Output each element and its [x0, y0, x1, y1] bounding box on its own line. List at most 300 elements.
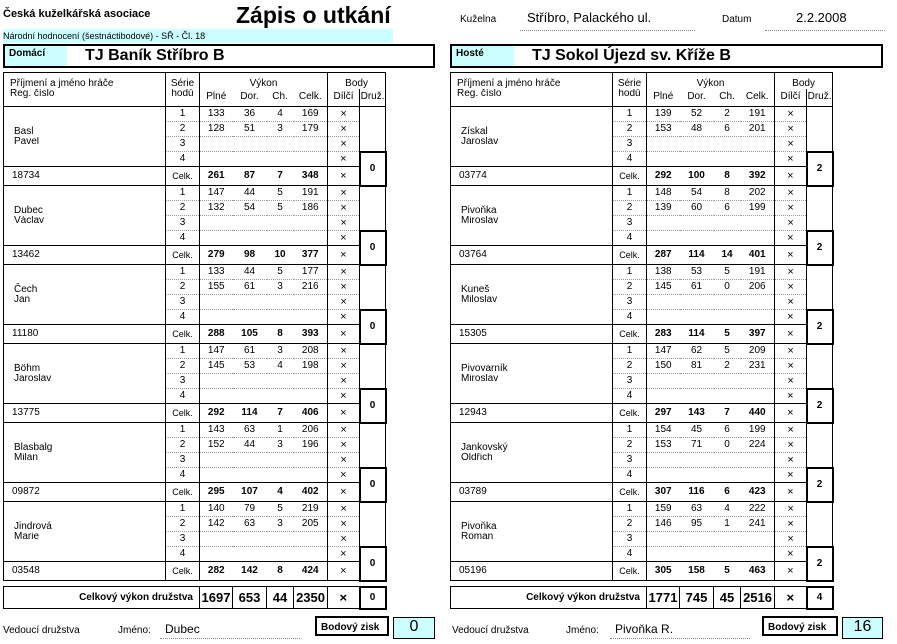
series-value[interactable]: 231 [741, 359, 775, 374]
series-value[interactable]: 206 [741, 280, 775, 295]
series-value[interactable]: 199 [741, 423, 775, 438]
player-total-value: 114 [680, 325, 714, 344]
dilci-mark: × [328, 152, 360, 167]
dilci-mark: × [775, 547, 807, 562]
player-points: 2 [807, 468, 833, 502]
series-value[interactable]: 133 [200, 265, 233, 280]
series-empty-cell[interactable] [647, 137, 680, 152]
series-number: 1 [613, 502, 647, 517]
series-empty-cell[interactable] [741, 152, 775, 167]
series-empty-cell[interactable] [680, 468, 714, 483]
series-value[interactable]: 4 [267, 107, 294, 122]
series-empty-cell[interactable] [200, 231, 233, 246]
player-reg-number[interactable]: 09872 [4, 483, 166, 502]
series-empty-cell[interactable] [647, 231, 680, 246]
series-empty-cell[interactable] [267, 216, 294, 231]
dilci-mark: × [775, 483, 807, 502]
series-value[interactable]: 0 [714, 438, 741, 453]
series-empty-cell[interactable] [741, 547, 775, 562]
series-empty-cell[interactable] [714, 547, 741, 562]
series-empty-cell[interactable] [647, 389, 680, 404]
series-value[interactable]: 146 [647, 517, 680, 532]
druz-blank [360, 502, 386, 547]
series-empty-cell[interactable] [267, 453, 294, 468]
series-value[interactable]: 5 [267, 502, 294, 517]
series-empty-cell[interactable] [200, 547, 233, 562]
player-total-value: 261 [200, 167, 233, 186]
series-value[interactable]: 201 [741, 122, 775, 137]
org-name: Česká kuželkářská asociace [3, 8, 151, 20]
series-value[interactable]: 191 [741, 265, 775, 280]
series-value[interactable]: 219 [294, 502, 328, 517]
series-empty-cell[interactable] [200, 310, 233, 325]
series-value[interactable]: 150 [647, 359, 680, 374]
series-value[interactable]: 128 [200, 122, 233, 137]
series-value[interactable]: 143 [200, 423, 233, 438]
venue-label: Kuželna [460, 14, 497, 25]
series-empty-cell[interactable] [233, 310, 267, 325]
series-number: 3 [613, 216, 647, 231]
dilci-mark: × [328, 374, 360, 389]
dilci-mark: × [328, 265, 360, 280]
series-empty-cell[interactable] [267, 374, 294, 389]
series-empty-cell[interactable] [294, 532, 328, 547]
series-value[interactable]: 1 [267, 423, 294, 438]
player-first-name[interactable]: Oldřich [451, 453, 613, 483]
player-surname[interactable]: Basl [4, 107, 166, 137]
series-empty-cell[interactable] [741, 453, 775, 468]
series-empty-cell[interactable] [200, 468, 233, 483]
series-empty-cell[interactable] [294, 231, 328, 246]
player-reg-number[interactable]: 03764 [451, 246, 613, 265]
dilci-mark: × [328, 107, 360, 122]
series-empty-cell[interactable] [741, 137, 775, 152]
series-empty-cell[interactable] [714, 137, 741, 152]
col-druz-header: Druž. [807, 89, 833, 107]
series-value[interactable]: 53 [680, 265, 714, 280]
series-value[interactable]: 209 [741, 344, 775, 359]
druz-blank [360, 186, 386, 231]
series-value[interactable]: 145 [647, 280, 680, 295]
series-empty-cell[interactable] [647, 532, 680, 547]
series-empty-cell[interactable] [294, 152, 328, 167]
series-empty-cell[interactable] [714, 295, 741, 310]
player-total-value: 287 [647, 246, 680, 265]
series-empty-cell[interactable] [233, 453, 267, 468]
series-empty-cell[interactable] [267, 389, 294, 404]
series-empty-cell[interactable] [200, 453, 233, 468]
series-empty-cell[interactable] [200, 389, 233, 404]
series-value[interactable]: 61 [233, 280, 267, 295]
player-total-row [451, 562, 833, 581]
player-reg-number[interactable]: 12943 [451, 404, 613, 423]
dilci-mark: × [328, 310, 360, 325]
series-value[interactable]: 63 [233, 517, 267, 532]
series-value[interactable]: 44 [233, 186, 267, 201]
series-empty-cell[interactable] [680, 231, 714, 246]
series-value[interactable]: 36 [233, 107, 267, 122]
series-value[interactable]: 81 [680, 359, 714, 374]
series-empty-cell[interactable] [680, 310, 714, 325]
series-value[interactable]: 61 [233, 344, 267, 359]
col-druz-header: Druž. [360, 89, 386, 107]
player-reg-number[interactable]: 13775 [4, 404, 166, 423]
series-empty-cell[interactable] [741, 231, 775, 246]
player-total-value: 14 [714, 246, 741, 265]
series-empty-cell[interactable] [233, 468, 267, 483]
series-value[interactable]: 95 [680, 517, 714, 532]
series-value[interactable]: 44 [233, 265, 267, 280]
series-value[interactable]: 241 [741, 517, 775, 532]
player-first-name[interactable]: Roman [451, 532, 613, 562]
series-value[interactable]: 139 [647, 107, 680, 122]
player-surname[interactable]: Böhm [4, 344, 166, 374]
guest-leader-name[interactable]: Pivoňka R. [615, 622, 674, 636]
dilci-mark: × [775, 186, 807, 201]
series-empty-cell[interactable] [267, 532, 294, 547]
series-empty-cell[interactable] [294, 389, 328, 404]
series-value[interactable]: 44 [233, 438, 267, 453]
series-value[interactable]: 45 [680, 423, 714, 438]
dilci-mark: × [328, 246, 360, 265]
series-empty-cell[interactable] [267, 310, 294, 325]
player-surname[interactable]: Jindrová [4, 502, 166, 532]
player-first-name[interactable]: Miloslav [451, 295, 613, 325]
player-surname[interactable]: Pivovarník [451, 344, 613, 374]
player-total-value: 116 [680, 483, 714, 502]
series-value[interactable]: 191 [294, 186, 328, 201]
series-value[interactable]: 206 [294, 423, 328, 438]
column-header-row [4, 73, 386, 89]
col-plne-header: Plné [200, 89, 233, 107]
series-empty-cell[interactable] [714, 216, 741, 231]
celk-row-label: Celk. [613, 562, 647, 581]
series-value[interactable]: 154 [647, 423, 680, 438]
series-value[interactable]: 208 [294, 344, 328, 359]
player-reg-number[interactable]: 03774 [451, 167, 613, 186]
player-surname[interactable]: Blasbalg [4, 423, 166, 453]
series-value[interactable]: 177 [294, 265, 328, 280]
series-empty-cell[interactable] [680, 295, 714, 310]
player-reg-number[interactable]: 03548 [4, 562, 166, 581]
series-empty-cell[interactable] [233, 137, 267, 152]
series-value[interactable]: 6 [714, 201, 741, 216]
series-empty-cell[interactable] [233, 152, 267, 167]
player-total-value: 98 [233, 246, 267, 265]
home-leader-name[interactable]: Dubec [165, 622, 200, 636]
series-value[interactable]: 8 [714, 186, 741, 201]
series-empty-cell[interactable] [267, 231, 294, 246]
series-value[interactable]: 53 [233, 359, 267, 374]
series-row [4, 107, 386, 122]
series-value[interactable]: 3 [267, 122, 294, 137]
series-value[interactable]: 3 [267, 344, 294, 359]
series-value[interactable]: 3 [267, 280, 294, 295]
venue-value[interactable]: Stříbro, Palackého ul. [527, 10, 652, 25]
series-value[interactable]: 155 [200, 280, 233, 295]
series-row [451, 502, 833, 517]
series-empty-cell[interactable] [294, 374, 328, 389]
series-value[interactable]: 169 [294, 107, 328, 122]
col-hodu-header: hodů [613, 89, 647, 107]
series-empty-cell[interactable] [233, 374, 267, 389]
series-value[interactable]: 5 [267, 186, 294, 201]
player-first-name[interactable]: Miroslav [451, 216, 613, 246]
series-value[interactable]: 198 [294, 359, 328, 374]
series-value[interactable]: 186 [294, 201, 328, 216]
celk-row-label: Celk. [166, 483, 200, 502]
player-surname[interactable]: Dubec [4, 186, 166, 216]
series-value[interactable]: 60 [680, 201, 714, 216]
series-empty-cell[interactable] [647, 310, 680, 325]
series-value[interactable]: 132 [200, 201, 233, 216]
series-empty-cell[interactable] [714, 152, 741, 167]
series-empty-cell[interactable] [267, 547, 294, 562]
series-empty-cell[interactable] [267, 137, 294, 152]
series-empty-cell[interactable] [714, 453, 741, 468]
home-team-name[interactable]: TJ Baník Stříbro B [85, 47, 225, 64]
player-first-name[interactable]: Jaroslav [4, 374, 166, 404]
series-empty-cell[interactable] [741, 310, 775, 325]
series-empty-cell[interactable] [680, 137, 714, 152]
dilci-mark: × [775, 374, 807, 389]
dilci-mark: × [328, 547, 360, 562]
series-value[interactable]: 61 [680, 280, 714, 295]
player-reg-number[interactable]: 11180 [4, 325, 166, 344]
player-reg-number[interactable]: 13462 [4, 246, 166, 265]
series-value[interactable]: 138 [647, 265, 680, 280]
date-label: Datum [722, 14, 752, 25]
series-value[interactable]: 2 [714, 107, 741, 122]
player-reg-number[interactable]: 05196 [451, 562, 613, 581]
player-total-value: 100 [680, 167, 714, 186]
player-points: 0 [360, 152, 386, 186]
series-value[interactable]: 71 [680, 438, 714, 453]
series-empty-cell[interactable] [714, 389, 741, 404]
dilci-mark: × [775, 532, 807, 547]
series-value[interactable]: 152 [200, 438, 233, 453]
series-empty-cell[interactable] [647, 453, 680, 468]
series-empty-cell[interactable] [741, 216, 775, 231]
series-value[interactable]: 79 [233, 502, 267, 517]
player-surname[interactable]: Pivoňka [451, 186, 613, 216]
player-first-name[interactable]: Milan [4, 453, 166, 483]
series-value[interactable]: 153 [647, 122, 680, 137]
series-value[interactable]: 159 [647, 502, 680, 517]
series-value[interactable]: 5 [714, 265, 741, 280]
series-value[interactable]: 54 [680, 186, 714, 201]
series-value[interactable]: 179 [294, 122, 328, 137]
series-value[interactable]: 5 [714, 344, 741, 359]
player-surname[interactable]: Kuneš [451, 265, 613, 295]
series-value[interactable]: 205 [294, 517, 328, 532]
series-value[interactable]: 1 [714, 517, 741, 532]
player-surname[interactable]: Jankovský [451, 423, 613, 453]
player-first-name[interactable]: Jaroslav [451, 137, 613, 167]
series-number: 4 [613, 231, 647, 246]
celk-row-label: Celk. [613, 246, 647, 265]
series-value[interactable]: 6 [714, 423, 741, 438]
player-first-name[interactable]: Jan [4, 295, 166, 325]
series-value[interactable]: 48 [680, 122, 714, 137]
series-empty-cell[interactable] [741, 468, 775, 483]
series-value[interactable]: 142 [200, 517, 233, 532]
series-empty-cell[interactable] [233, 389, 267, 404]
series-value[interactable]: 3 [267, 438, 294, 453]
series-empty-cell[interactable] [741, 295, 775, 310]
series-empty-cell[interactable] [680, 374, 714, 389]
series-empty-cell[interactable] [680, 532, 714, 547]
series-empty-cell[interactable] [294, 295, 328, 310]
series-empty-cell[interactable] [267, 295, 294, 310]
series-value[interactable]: 224 [741, 438, 775, 453]
series-empty-cell[interactable] [200, 374, 233, 389]
dilci-mark: × [775, 310, 807, 325]
series-empty-cell[interactable] [294, 453, 328, 468]
series-value[interactable]: 199 [741, 201, 775, 216]
series-value[interactable]: 148 [647, 186, 680, 201]
series-empty-cell[interactable] [267, 152, 294, 167]
series-value[interactable]: 147 [647, 344, 680, 359]
series-empty-cell[interactable] [200, 532, 233, 547]
series-empty-cell[interactable] [294, 310, 328, 325]
series-empty-cell[interactable] [233, 295, 267, 310]
series-empty-cell[interactable] [647, 468, 680, 483]
series-empty-cell[interactable] [741, 374, 775, 389]
series-empty-cell[interactable] [680, 547, 714, 562]
druz-blank [360, 265, 386, 310]
team-dilci-mark: × [328, 587, 360, 609]
series-value[interactable]: 6 [714, 122, 741, 137]
series-empty-cell[interactable] [200, 216, 233, 231]
series-empty-cell[interactable] [233, 547, 267, 562]
series-value[interactable]: 216 [294, 280, 328, 295]
series-value[interactable]: 63 [233, 423, 267, 438]
dilci-mark: × [328, 404, 360, 423]
series-empty-cell[interactable] [714, 374, 741, 389]
series-empty-cell[interactable] [294, 216, 328, 231]
series-value[interactable]: 62 [680, 344, 714, 359]
series-value[interactable]: 54 [233, 201, 267, 216]
col-name-header: Příjmení a jméno hráče [451, 73, 613, 89]
series-empty-cell[interactable] [647, 295, 680, 310]
series-value[interactable]: 4 [267, 359, 294, 374]
series-empty-cell[interactable] [680, 453, 714, 468]
series-number: 4 [613, 389, 647, 404]
series-empty-cell[interactable] [714, 532, 741, 547]
series-value[interactable]: 5 [267, 201, 294, 216]
series-empty-cell[interactable] [267, 468, 294, 483]
series-value[interactable]: 140 [200, 502, 233, 517]
series-value[interactable]: 139 [647, 201, 680, 216]
series-value[interactable]: 52 [680, 107, 714, 122]
series-row [451, 374, 833, 389]
series-empty-cell[interactable] [680, 152, 714, 167]
col-plne-header: Plné [647, 89, 680, 107]
dilci-mark: × [328, 137, 360, 152]
player-total-value: 105 [233, 325, 267, 344]
series-value[interactable]: 133 [200, 107, 233, 122]
home-leader-line [160, 638, 300, 639]
player-reg-number[interactable]: 15305 [451, 325, 613, 344]
series-value[interactable]: 5 [267, 265, 294, 280]
series-value[interactable]: 147 [200, 186, 233, 201]
series-empty-cell[interactable] [714, 231, 741, 246]
player-total-row [451, 483, 833, 502]
series-empty-cell[interactable] [741, 532, 775, 547]
player-total-value: 292 [200, 404, 233, 423]
col-celk-header: Celk. [741, 89, 775, 107]
dilci-mark: × [775, 404, 807, 423]
series-empty-cell[interactable] [200, 295, 233, 310]
series-value[interactable]: 51 [233, 122, 267, 137]
player-first-name[interactable]: Pavel [4, 137, 166, 167]
team-dilci-mark: × [775, 587, 807, 609]
series-empty-cell[interactable] [647, 216, 680, 231]
player-surname[interactable]: Čech [4, 265, 166, 295]
player-points: 0 [360, 389, 386, 423]
series-empty-cell[interactable] [233, 231, 267, 246]
series-value[interactable]: 196 [294, 438, 328, 453]
series-value[interactable]: 147 [200, 344, 233, 359]
dilci-mark: × [775, 246, 807, 265]
series-empty-cell[interactable] [647, 374, 680, 389]
series-empty-cell[interactable] [294, 137, 328, 152]
series-empty-cell[interactable] [233, 216, 267, 231]
series-empty-cell[interactable] [647, 547, 680, 562]
player-first-name[interactable]: Miroslav [451, 374, 613, 404]
series-empty-cell[interactable] [680, 389, 714, 404]
date-value[interactable]: 2.2.2008 [796, 10, 847, 25]
player-surname[interactable]: Získal [451, 107, 613, 137]
series-empty-cell[interactable] [714, 468, 741, 483]
series-empty-cell[interactable] [294, 547, 328, 562]
series-value[interactable]: 2 [714, 359, 741, 374]
player-reg-number[interactable]: 18734 [4, 167, 166, 186]
series-value[interactable]: 191 [741, 107, 775, 122]
series-empty-cell[interactable] [200, 137, 233, 152]
series-empty-cell[interactable] [680, 216, 714, 231]
player-total-row [451, 325, 833, 344]
series-empty-cell[interactable] [647, 152, 680, 167]
series-value[interactable]: 153 [647, 438, 680, 453]
player-surname[interactable]: Pivoňka [451, 502, 613, 532]
series-empty-cell[interactable] [741, 389, 775, 404]
player-total-value: 397 [741, 325, 775, 344]
player-reg-number[interactable]: 03789 [451, 483, 613, 502]
player-first-name[interactable]: Václav [4, 216, 166, 246]
series-value[interactable]: 63 [680, 502, 714, 517]
series-empty-cell[interactable] [233, 532, 267, 547]
guest-team-name[interactable]: TJ Sokol Újezd sv. Kříže B [532, 47, 731, 64]
series-empty-cell[interactable] [714, 310, 741, 325]
series-row [4, 532, 386, 547]
series-value[interactable]: 222 [741, 502, 775, 517]
series-empty-cell[interactable] [200, 152, 233, 167]
col-vykon-header: Výkon [647, 73, 775, 89]
player-first-name[interactable]: Marie [4, 532, 166, 562]
series-number: 2 [613, 359, 647, 374]
dilci-mark: × [328, 517, 360, 532]
series-value[interactable]: 4 [714, 502, 741, 517]
series-value[interactable]: 0 [714, 280, 741, 295]
series-value[interactable]: 3 [267, 517, 294, 532]
player-points: 2 [807, 547, 833, 581]
series-empty-cell[interactable] [294, 468, 328, 483]
series-value[interactable]: 145 [200, 359, 233, 374]
series-value[interactable]: 202 [741, 186, 775, 201]
series-number: 3 [613, 532, 647, 547]
